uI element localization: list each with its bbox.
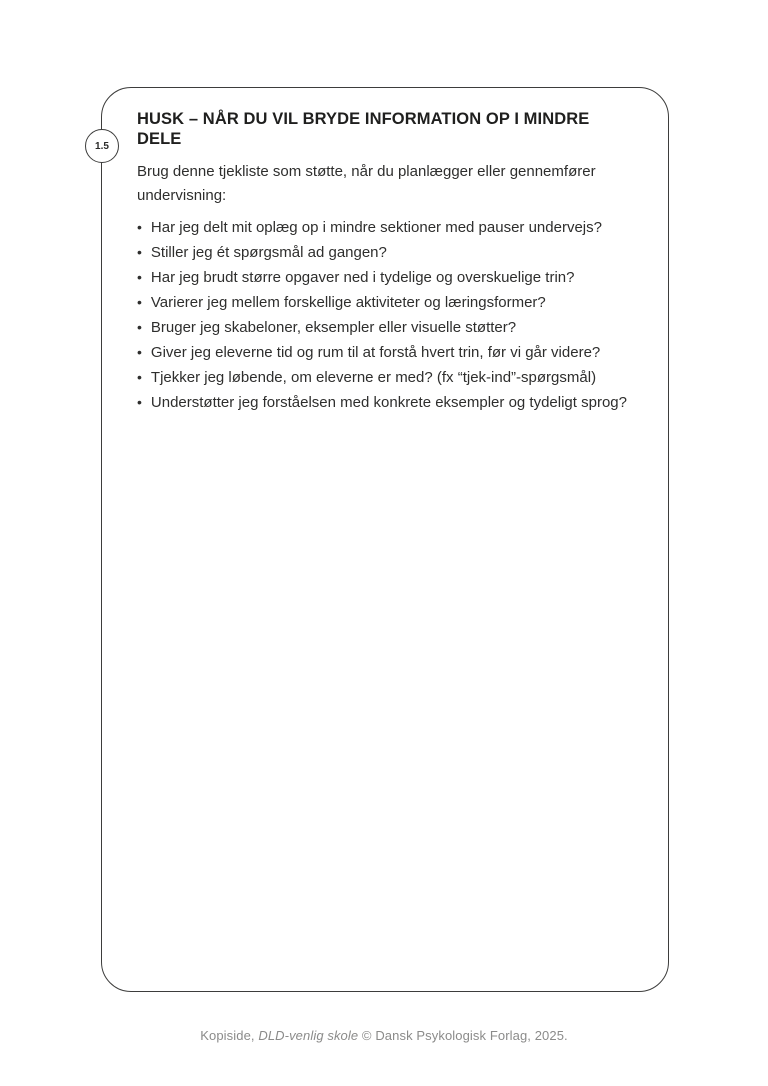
checklist-item-text: Understøtter jeg forståelsen med konkrete eksempler og tydeligt sprog? [150, 394, 627, 411]
bullet-dot-icon: • [137, 319, 142, 335]
footer-prefix: Kopiside, [200, 1028, 259, 1043]
bullet-dot-icon: • [137, 344, 142, 360]
intro-text: Brug denne tjekliste som støtte, når du planlægger eller gennemfører undervisning: [137, 163, 596, 204]
worksheet-card [101, 87, 669, 992]
bullet-dot-icon: • [137, 294, 142, 310]
page-title: HUSK – NÅR DU VIL BRYDE INFORMATION OP I MINDRE DELE [137, 110, 590, 148]
checklist-item-text: Bruger jeg skabeloner, eksempler eller visuelle støtter? [150, 319, 517, 336]
checklist-item-text: Stiller jeg ét spørgsmål ad gangen? [150, 244, 387, 261]
checklist-item [137, 365, 628, 390]
checklist-item-text: Har jeg brudt større opgaver ned i tydelige og overskuelige trin? [150, 269, 575, 286]
checklist-item [137, 390, 628, 415]
footer-book-title: DLD-venlig skole [258, 1028, 359, 1043]
checklist-item-text: Varierer jeg mellem forskellige aktiviteter og læringsformer? [150, 294, 546, 311]
checklist-item [137, 240, 628, 265]
card-content [102, 88, 668, 415]
bullet-dot-icon: • [137, 244, 142, 260]
footer-suffix: © Dansk Psykologisk Forlag, 2025. [358, 1028, 568, 1043]
bullet-dot-icon: • [137, 269, 142, 285]
checklist-item-text: Har jeg delt mit oplæg op i mindre sektioner med pauser undervejs? [150, 219, 602, 236]
checklist-item [137, 340, 628, 365]
checklist-item-text: Giver jeg eleverne tid og rum til at forstå hvert trin, før vi går videre? [150, 344, 601, 361]
bullet-dot-icon: • [137, 394, 142, 410]
checklist-item-text: Tjekker jeg løbende, om eleverne er med? (fx “tjek-ind”-spørgsmål) [150, 369, 597, 386]
section-number-badge: 1.5 [85, 129, 119, 163]
checklist-item [137, 315, 628, 340]
checklist [137, 215, 628, 415]
bullet-dot-icon: • [137, 369, 142, 385]
checklist-item [137, 215, 628, 240]
checklist-item [137, 265, 628, 290]
footer-credit [0, 1028, 768, 1043]
bullet-dot-icon: • [137, 219, 142, 235]
checklist-item [137, 290, 628, 315]
